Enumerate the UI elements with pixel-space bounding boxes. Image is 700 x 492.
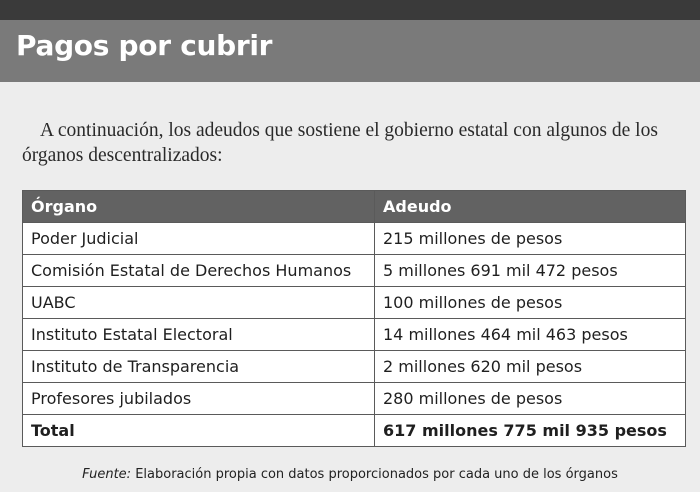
page-title: Pagos por cubrir (16, 29, 273, 62)
debt-cell: 215 millones de pesos (375, 223, 686, 255)
source-note (0, 467, 700, 482)
organ-cell: Instituto Estatal Electoral (23, 319, 375, 351)
source-label: Fuente: (82, 467, 132, 482)
intro-paragraph: A continuación, los adeudos que sostiene el gobierno estatal con algunos de los órganos descentralizados: (22, 120, 658, 166)
table-row (23, 319, 686, 351)
top-dark-strip (0, 0, 700, 20)
total-label-cell: Total (23, 415, 375, 447)
table-header-row (23, 191, 686, 223)
organ-cell: UABC (23, 287, 375, 319)
debt-cell: 2 millones 620 mil pesos (375, 351, 686, 383)
debt-cell: 280 millones de pesos (375, 383, 686, 415)
total-row (23, 415, 686, 447)
total-debt-cell: 617 millones 775 mil 935 pesos (375, 415, 686, 447)
column-header-debt: Adeudo (375, 191, 686, 223)
table-row (23, 383, 686, 415)
debt-cell: 100 millones de pesos (375, 287, 686, 319)
source-text: Elaboración propia con datos proporcionados por cada uno de los órganos (131, 467, 618, 482)
table-row (23, 351, 686, 383)
table-row (23, 223, 686, 255)
table-row (23, 255, 686, 287)
debt-cell: 14 millones 464 mil 463 pesos (375, 319, 686, 351)
organ-cell: Poder Judicial (23, 223, 375, 255)
debt-cell: 5 millones 691 mil 472 pesos (375, 255, 686, 287)
organ-cell: Comisión Estatal de Derechos Humanos (23, 255, 375, 287)
organ-cell: Instituto de Transparencia (23, 351, 375, 383)
debt-table (22, 190, 686, 447)
organ-cell: Profesores jubilados (23, 383, 375, 415)
column-header-organ: Órgano (23, 191, 375, 223)
table-row (23, 287, 686, 319)
